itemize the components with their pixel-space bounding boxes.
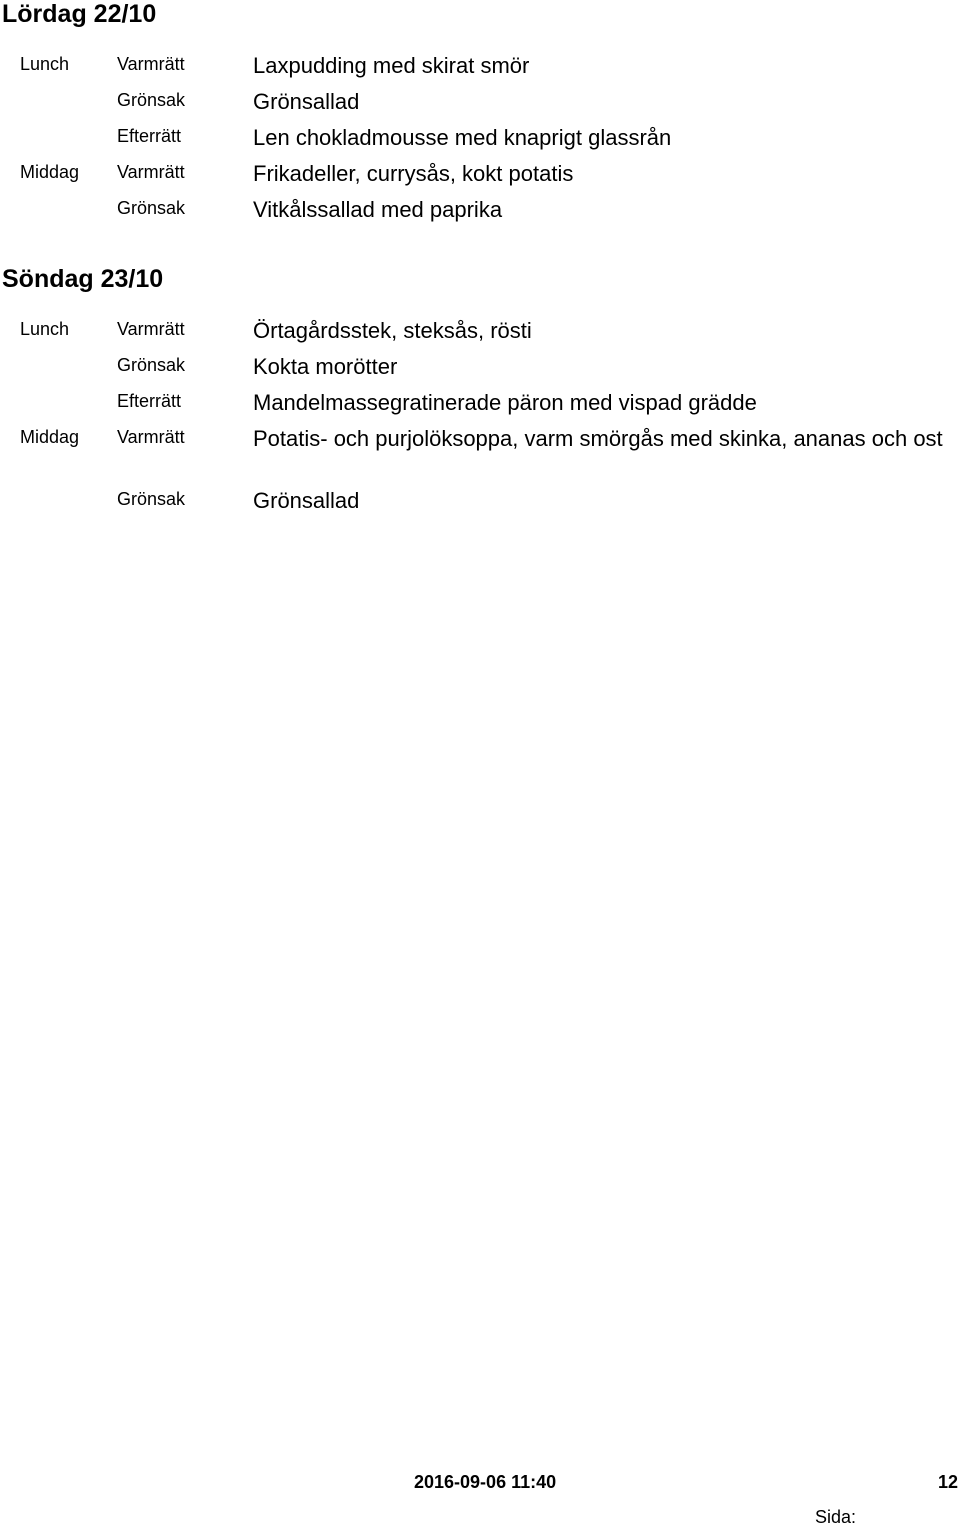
day-section xyxy=(0,0,960,232)
dish-text: Grönsallad xyxy=(253,488,360,513)
course-label: Efterrätt xyxy=(117,391,182,411)
course-label: Varmrätt xyxy=(117,319,185,339)
course-label: Varmrätt xyxy=(117,162,185,182)
day-title: Lördag 22/10 xyxy=(2,0,157,28)
course-label: Grönsak xyxy=(117,355,186,375)
page-label: Sida: xyxy=(815,1507,857,1527)
menu-row xyxy=(0,88,960,124)
menu-row xyxy=(0,353,960,389)
course-label: Varmrätt xyxy=(117,54,185,74)
course-label: Grönsak xyxy=(117,198,186,218)
print-timestamp: 2016-09-06 11:40 xyxy=(414,1472,557,1492)
dish-text: Örtagårdsstek, steksås, rösti xyxy=(253,318,532,343)
menu-row xyxy=(0,196,960,232)
dish-text: Kokta morötter xyxy=(253,354,398,379)
day-section xyxy=(0,265,960,523)
dish-text: Potatis- och purjolöksoppa, varm smörgås med skinka, ananas och ost xyxy=(253,426,943,451)
menu-row xyxy=(0,124,960,160)
menu-row xyxy=(0,487,960,523)
meal-label: Lunch xyxy=(20,319,70,339)
course-label: Grönsak xyxy=(117,489,186,509)
course-label: Efterrätt xyxy=(117,126,182,146)
menu-row xyxy=(0,52,960,88)
meal-label: Middag xyxy=(20,427,80,447)
meal-label: Middag xyxy=(20,162,80,182)
meal-label: Lunch xyxy=(20,54,70,74)
menu-row xyxy=(0,425,960,487)
page-number: 12 xyxy=(937,1472,958,1492)
dish-text: Mandelmassegratinerade päron med vispad grädde xyxy=(253,390,757,415)
menu-row xyxy=(0,317,960,353)
dish-text: Vitkålssallad med paprika xyxy=(253,197,503,222)
menu-row xyxy=(0,389,960,425)
dish-text: Laxpudding med skirat smör xyxy=(253,53,530,78)
day-title: Söndag 23/10 xyxy=(2,265,164,293)
course-label: Grönsak xyxy=(117,90,186,110)
menu-row xyxy=(0,160,960,196)
dish-text: Len chokladmousse med knaprigt glassrån xyxy=(253,125,672,150)
course-label: Varmrätt xyxy=(117,427,185,447)
dish-text: Frikadeller, currysås, kokt potatis xyxy=(253,161,574,186)
dish-text: Grönsallad xyxy=(253,89,360,114)
